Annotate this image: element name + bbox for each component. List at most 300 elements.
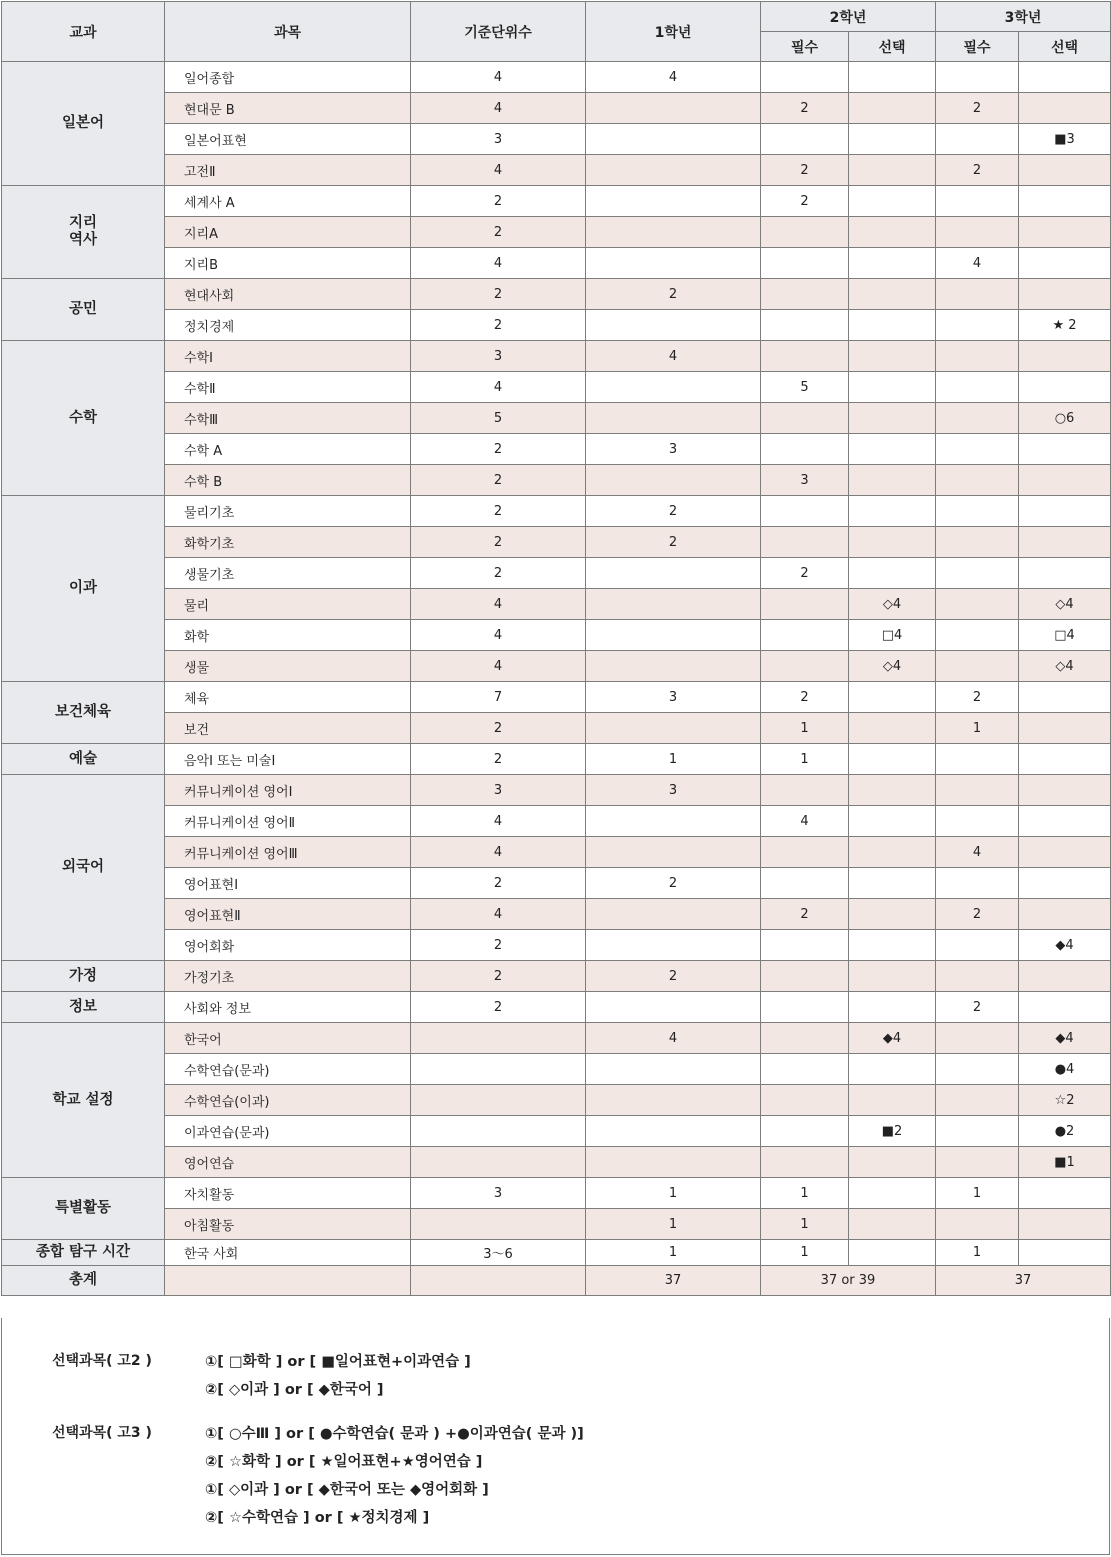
value-cell-g3-sel [1019,868,1111,899]
value-cell-g3-req: 4 [936,837,1019,868]
header-grade1: 1학년 [586,2,761,62]
value-cell-g3-sel: ◆4 [1019,1023,1111,1054]
value-cell-units: 4 [411,651,586,682]
header-grade2-elective: 선택 [849,32,936,62]
value-cell-g2-sel [849,403,936,434]
table-row [2,341,1111,372]
value-cell-g3-sel: ◇4 [1019,651,1111,682]
subject-cell: 수학 A [165,434,411,465]
value-cell-g3-sel [1019,713,1111,744]
value-cell-g2-sel: ■2 [849,1116,936,1147]
category-cell: 외국어 [2,775,165,961]
table-row [2,589,1111,620]
value-cell-g2-sel [849,1054,936,1085]
value-cell-g1 [586,465,761,496]
header-grade2: 2학년 [761,2,936,32]
value-cell-g1 [586,651,761,682]
value-cell-units: 2 [411,527,586,558]
value-cell-g2-req [761,961,849,992]
value-cell-g2-sel [849,1178,936,1209]
note-label-grade3: 선택과목( 고3 ) [52,1425,152,1441]
value-cell-units: 2 [411,186,586,217]
value-cell-g2-req: 3 [761,465,849,496]
value-cell-g3-sel: ◆4 [1019,930,1111,961]
value-cell-g2-sel [849,1209,936,1240]
table-row [2,279,1111,310]
subject-cell: 화학기초 [165,527,411,558]
header-subject: 과목 [165,2,411,62]
value-cell-g3-sel [1019,496,1111,527]
value-cell-g3-req: 2 [936,682,1019,713]
value-cell-g2-sel [849,1085,936,1116]
value-cell-g3-req [936,1085,1019,1116]
value-cell-g3-req [936,775,1019,806]
value-cell-g3-req [936,217,1019,248]
category-cell: 예술 [2,744,165,775]
value-cell-g1: 3 [586,775,761,806]
table-row [2,1054,1111,1085]
value-cell-g2-sel [849,558,936,589]
value-cell-units: 4 [411,589,586,620]
value-cell-units: 2 [411,496,586,527]
header-grade3-elective: 선택 [1019,32,1111,62]
value-cell-g2-sel: ◆4 [849,1023,936,1054]
subject-cell: 생물기초 [165,558,411,589]
value-cell-g2-req [761,651,849,682]
totals-grade1: 37 [586,1266,761,1296]
value-cell-g1 [586,589,761,620]
value-cell-g3-sel: □4 [1019,620,1111,651]
value-cell-g3-sel [1019,527,1111,558]
value-cell-units: 2 [411,434,586,465]
subject-cell: 수학Ⅱ [165,372,411,403]
table-row [2,1240,1111,1266]
value-cell-g3-sel [1019,682,1111,713]
header-category: 교과 [2,2,165,62]
value-cell-g2-sel [849,496,936,527]
table-row [2,1116,1111,1147]
value-cell-g1 [586,620,761,651]
value-cell-g3-sel [1019,93,1111,124]
value-cell-units: 4 [411,372,586,403]
value-cell-g2-req [761,589,849,620]
table-row [2,62,1111,93]
value-cell-g2-req [761,868,849,899]
value-cell-g3-sel: ■3 [1019,124,1111,155]
value-cell-g1 [586,186,761,217]
value-cell-units: 3 [411,775,586,806]
value-cell-g1: 3 [586,682,761,713]
subject-cell: 생물 [165,651,411,682]
value-cell-g2-sel [849,899,936,930]
value-cell-units [411,1023,586,1054]
subject-cell: 음악Ⅰ 또는 미술Ⅰ [165,744,411,775]
value-cell-g3-req: 2 [936,155,1019,186]
value-cell-units: 3～6 [411,1240,586,1266]
value-cell-g3-sel [1019,837,1111,868]
table-row [2,527,1111,558]
table-row [2,930,1111,961]
note-line: ②[ ◇이과 ] or [ ◆한국어 ] [205,1382,384,1398]
value-cell-g3-req [936,341,1019,372]
value-cell-units [411,1209,586,1240]
value-cell-g1: 3 [586,434,761,465]
category-cell: 특별활동 [2,1178,165,1240]
table-row [2,1023,1111,1054]
value-cell-g1 [586,372,761,403]
value-cell-g3-req [936,806,1019,837]
subject-cell: 지리B [165,248,411,279]
table-row [2,651,1111,682]
subject-cell: 커뮤니케이션 영어Ⅰ [165,775,411,806]
value-cell-g3-sel [1019,372,1111,403]
value-cell-g3-sel [1019,186,1111,217]
value-cell-g3-sel [1019,961,1111,992]
table-row [2,775,1111,806]
value-cell-g3-sel: ◇4 [1019,589,1111,620]
elective-notes [1,1318,1110,1555]
totals-subject-cell [165,1266,411,1296]
table-row [2,620,1111,651]
value-cell-units: 2 [411,217,586,248]
value-cell-g1 [586,806,761,837]
value-cell-g2-req: 2 [761,558,849,589]
value-cell-g1 [586,1085,761,1116]
category-cell: 일본어 [2,62,165,186]
table-row [2,992,1111,1023]
value-cell-g2-sel [849,279,936,310]
value-cell-g2-req [761,217,849,248]
value-cell-g2-req [761,527,849,558]
subject-cell: 커뮤니케이션 영어Ⅲ [165,837,411,868]
value-cell-g2-req [761,1054,849,1085]
value-cell-g2-req: 1 [761,713,849,744]
value-cell-g3-req: 2 [936,899,1019,930]
table-row [2,496,1111,527]
table-row [2,465,1111,496]
note-line: ①[ □화학 ] or [ ■일어표현+이과연습 ] [205,1354,471,1370]
value-cell-g3-req [936,1054,1019,1085]
value-cell-g3-req [936,372,1019,403]
value-cell-g1 [586,403,761,434]
subject-cell: 수학 B [165,465,411,496]
value-cell-g1: 2 [586,868,761,899]
value-cell-units: 7 [411,682,586,713]
value-cell-g1: 2 [586,496,761,527]
value-cell-g2-req [761,992,849,1023]
note-label-grade2: 선택과목( 고2 ) [52,1353,152,1369]
table-row [2,1178,1111,1209]
value-cell-g1 [586,992,761,1023]
value-cell-g1 [586,155,761,186]
value-cell-units: 2 [411,465,586,496]
value-cell-g2-req: 2 [761,682,849,713]
value-cell-g1 [586,1147,761,1178]
value-cell-g3-req: 2 [936,992,1019,1023]
value-cell-g2-sel [849,837,936,868]
totals-label: 총계 [2,1266,165,1296]
value-cell-g2-req: 4 [761,806,849,837]
value-cell-g2-sel [849,527,936,558]
value-cell-units: 2 [411,992,586,1023]
value-cell-g3-sel [1019,62,1111,93]
subject-cell: 영어표현Ⅱ [165,899,411,930]
value-cell-units: 2 [411,279,586,310]
note-line: ①[ ◇이과 ] or [ ◆한국어 또는 ◆영어회화 ] [205,1482,489,1498]
value-cell-g3-req [936,310,1019,341]
note-line: ①[ ○수Ⅲ ] or [ ●수학연습( 문과 ) +●이과연습( 문과 )] [205,1426,584,1442]
value-cell-g2-sel: ◇4 [849,589,936,620]
value-cell-g2-sel [849,682,936,713]
value-cell-g1 [586,930,761,961]
value-cell-units: 2 [411,868,586,899]
table-row [2,155,1111,186]
value-cell-g2-sel [849,868,936,899]
value-cell-g2-sel: □4 [849,620,936,651]
value-cell-units [411,1116,586,1147]
category-cell: 학교 설정 [2,1023,165,1178]
value-cell-g3-req [936,124,1019,155]
value-cell-g2-sel: ◇4 [849,651,936,682]
subject-cell: 수학연습(이과) [165,1085,411,1116]
totals-grade3: 37 [936,1266,1111,1296]
header-grade2-required: 필수 [761,32,849,62]
value-cell-g3-sel [1019,248,1111,279]
value-cell-g3-req [936,434,1019,465]
value-cell-units: 2 [411,558,586,589]
value-cell-g3-req: 1 [936,713,1019,744]
totals-row [2,1266,1111,1296]
table-row [2,93,1111,124]
subject-cell: 화학 [165,620,411,651]
subject-cell: 사회와 정보 [165,992,411,1023]
note-line: ②[ ☆수학연습 ] or [ ★정치경제 ] [205,1510,430,1526]
value-cell-g3-sel: ■1 [1019,1147,1111,1178]
value-cell-g2-req [761,1116,849,1147]
table-row [2,899,1111,930]
value-cell-g2-req [761,279,849,310]
value-cell-g3-req: 2 [936,93,1019,124]
value-cell-g2-sel [849,124,936,155]
value-cell-g3-sel [1019,744,1111,775]
value-cell-g3-req [936,403,1019,434]
subject-cell: 커뮤니케이션 영어Ⅱ [165,806,411,837]
category-cell: 보건체육 [2,682,165,744]
value-cell-g2-req [761,248,849,279]
value-cell-g3-sel [1019,434,1111,465]
category-cell: 정보 [2,992,165,1023]
value-cell-g2-sel [849,1240,936,1266]
header-grade3-required: 필수 [936,32,1019,62]
value-cell-g1: 4 [586,62,761,93]
value-cell-g3-sel [1019,465,1111,496]
value-cell-g2-sel [849,992,936,1023]
subject-cell: 아침활동 [165,1209,411,1240]
value-cell-g3-req [936,620,1019,651]
value-cell-g3-sel [1019,899,1111,930]
value-cell-g2-sel [849,744,936,775]
value-cell-g2-sel [849,217,936,248]
value-cell-g3-req [936,930,1019,961]
value-cell-g2-req [761,837,849,868]
value-cell-units [411,1054,586,1085]
table-row [2,217,1111,248]
value-cell-g3-req [936,558,1019,589]
value-cell-g2-req: 2 [761,93,849,124]
value-cell-g2-req [761,124,849,155]
value-cell-g3-sel: ★ 2 [1019,310,1111,341]
value-cell-g3-sel [1019,992,1111,1023]
value-cell-g2-req: 2 [761,899,849,930]
value-cell-g2-req: 1 [761,1209,849,1240]
value-cell-units: 4 [411,806,586,837]
category-cell: 종합 탐구 시간 [2,1240,165,1266]
value-cell-g3-sel [1019,279,1111,310]
subject-cell: 일본어표현 [165,124,411,155]
value-cell-g2-sel [849,372,936,403]
value-cell-g3-req [936,868,1019,899]
table-body [2,62,1111,1296]
value-cell-g1: 1 [586,1209,761,1240]
value-cell-g1 [586,899,761,930]
header-grade3: 3학년 [936,2,1111,32]
value-cell-units: 2 [411,310,586,341]
value-cell-g2-req: 5 [761,372,849,403]
value-cell-g1 [586,837,761,868]
subject-cell: 물리 [165,589,411,620]
value-cell-g1 [586,1054,761,1085]
table-row [2,682,1111,713]
subject-cell: 수학연습(문과) [165,1054,411,1085]
category-cell: 수학 [2,341,165,496]
subject-cell: 지리A [165,217,411,248]
value-cell-g3-req [936,744,1019,775]
value-cell-g1: 1 [586,1178,761,1209]
value-cell-g1 [586,217,761,248]
subject-cell: 정치경제 [165,310,411,341]
value-cell-units: 4 [411,155,586,186]
value-cell-units: 4 [411,62,586,93]
table-row [2,1147,1111,1178]
category-cell: 공민 [2,279,165,341]
value-cell-g2-req [761,341,849,372]
value-cell-g3-req [936,651,1019,682]
value-cell-g3-req [936,1209,1019,1240]
table-row [2,186,1111,217]
value-cell-g3-req [936,465,1019,496]
value-cell-g3-req [936,1023,1019,1054]
subject-cell: 체육 [165,682,411,713]
value-cell-g3-req [936,1147,1019,1178]
subject-cell: 고전Ⅱ [165,155,411,186]
table-row [2,1209,1111,1240]
value-cell-g1: 2 [586,961,761,992]
value-cell-g3-sel [1019,558,1111,589]
subject-cell: 자치활동 [165,1178,411,1209]
value-cell-g3-sel: ☆2 [1019,1085,1111,1116]
value-cell-units: 2 [411,713,586,744]
table-row [2,744,1111,775]
totals-units-cell [411,1266,586,1296]
value-cell-units: 4 [411,837,586,868]
value-cell-g1 [586,713,761,744]
value-cell-g1: 4 [586,1023,761,1054]
value-cell-g2-req [761,1023,849,1054]
value-cell-g3-sel [1019,341,1111,372]
value-cell-g1 [586,1116,761,1147]
value-cell-g2-sel [849,930,936,961]
value-cell-g2-req [761,620,849,651]
header-standard-units: 기준단위수 [411,2,586,62]
value-cell-g1: 2 [586,279,761,310]
value-cell-g2-req [761,403,849,434]
value-cell-g2-sel [849,1147,936,1178]
value-cell-units: 2 [411,961,586,992]
subject-cell: 현대문 B [165,93,411,124]
value-cell-units [411,1085,586,1116]
value-cell-g3-sel [1019,155,1111,186]
value-cell-g2-sel [849,434,936,465]
value-cell-g3-req [936,496,1019,527]
value-cell-units: 2 [411,930,586,961]
value-cell-g2-sel [849,341,936,372]
value-cell-g3-req [936,961,1019,992]
subject-cell: 한국어 [165,1023,411,1054]
table-row [2,961,1111,992]
value-cell-g2-req [761,434,849,465]
value-cell-g3-sel [1019,775,1111,806]
subject-cell: 보건 [165,713,411,744]
value-cell-g2-sel [849,248,936,279]
table-row [2,248,1111,279]
value-cell-g1 [586,93,761,124]
value-cell-units: 4 [411,248,586,279]
subject-cell: 한국 사회 [165,1240,411,1266]
value-cell-g3-req: 1 [936,1240,1019,1266]
subject-cell: 일어종합 [165,62,411,93]
value-cell-g1: 1 [586,1240,761,1266]
value-cell-g2-sel [849,961,936,992]
table-row [2,310,1111,341]
value-cell-g3-req [936,527,1019,558]
table-row [2,558,1111,589]
curriculum-table [1,1,1111,1296]
subject-cell: 수학Ⅰ [165,341,411,372]
subject-cell: 세계사 A [165,186,411,217]
value-cell-g2-req: 1 [761,744,849,775]
table-row [2,124,1111,155]
table-row [2,837,1111,868]
value-cell-g1 [586,558,761,589]
note-line: ②[ ☆화학 ] or [ ★일어표현+★영어연습 ] [205,1454,483,1470]
category-cell: 이과 [2,496,165,682]
value-cell-units: 3 [411,1178,586,1209]
value-cell-g2-sel [849,62,936,93]
value-cell-g3-sel [1019,217,1111,248]
value-cell-g1 [586,248,761,279]
value-cell-g2-req: 1 [761,1240,849,1266]
value-cell-g3-sel: ●2 [1019,1116,1111,1147]
value-cell-g2-req [761,1147,849,1178]
value-cell-g3-req: 1 [936,1178,1019,1209]
value-cell-g2-sel [849,806,936,837]
category-cell: 지리 역사 [2,186,165,279]
value-cell-g2-req [761,62,849,93]
table-row [2,1085,1111,1116]
category-cell: 가정 [2,961,165,992]
value-cell-g2-req [761,1085,849,1116]
subject-cell: 영어연습 [165,1147,411,1178]
